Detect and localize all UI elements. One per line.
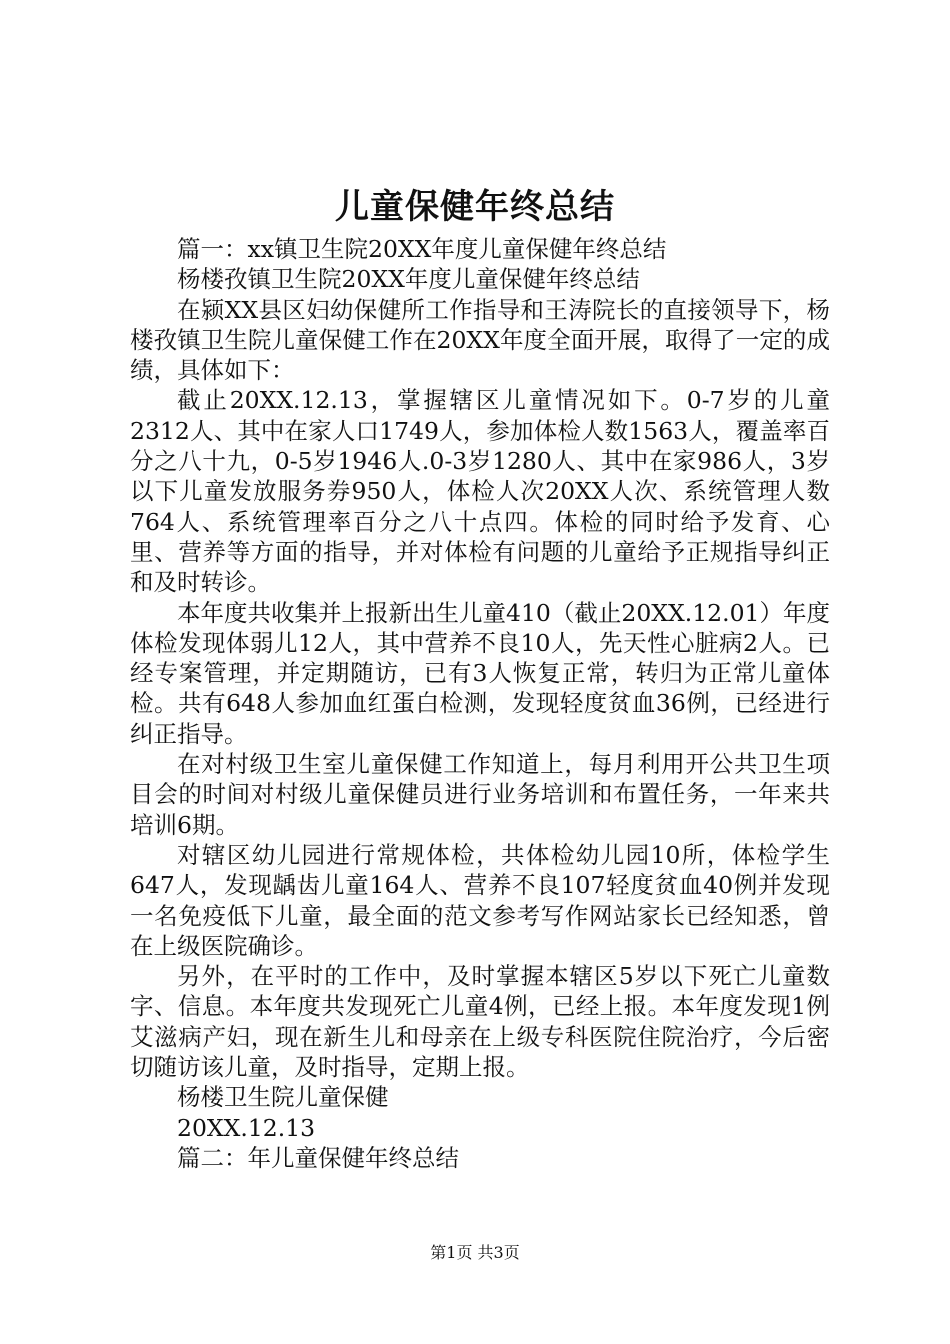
paragraph-section-two-heading: 篇二：年儿童保健年终总结 [177, 1143, 459, 1172]
document-title: 儿童保健年终总结 [335, 187, 615, 227]
paragraph-mortality-report: 另外，在平时的工作中，及时掌握本辖区5岁以下死亡儿童数字、信息。本年度共发现死亡儿童4例，已经上报。本年度发现1例艾滋病产妇，现在新生儿和母亲在上级专科医院住院治疗，今后密切随访该儿童，及时指导，定期上报。 [130, 962, 830, 1082]
signature-date: 20XX.12.13 [177, 1113, 316, 1142]
paragraph-child-statistics: 截止20XX.12.13，掌握辖区儿童情况如下。0-7岁的儿童2312人、其中在家人口1749人，参加体检人数1563人，覆盖率百分之八十九，0-5岁1946人.0-3岁1280人、其中在家986人，3岁以下儿童发放服务券950人，体检人次20XX人次、系统管理人数764人、系统管理率百分之八十点四。体检的同时给予发育、心里、营养等方面的指导，并对体检有问题的儿童给予正规指导纠正和及时转诊。 [130, 386, 830, 597]
paragraph-village-training: 在对村级卫生室儿童保健工作知道上，每月利用开公共卫生项目会的时间对村级儿童保健员进行业务培训和布置任务，一年来共培训6期。 [130, 750, 830, 839]
paragraph-report-title: 杨楼孜镇卫生院20XX年度儿童保健年终总结 [177, 265, 640, 294]
document-body [130, 234, 830, 1173]
paragraph-newborn-report: 本年度共收集并上报新出生儿童410（截止20XX.12.01）年度体检发现体弱儿12人，其中营养不良10人，先天性心脏病2人。已经专案管理，并定期随访，已有3人恢复正常，转归为正常儿童体检。共有648人参加血红蛋白检测，发现轻度贫血36例，已经进行纠正指导。 [130, 598, 830, 748]
paragraph-kindergarten-checkup: 对辖区幼儿园进行常规体检，共体检幼儿园10所，体检学生647人，发现龋齿儿童164人、营养不良107轻度贫血40例并发现一名免疫低下儿童，最全面的范文参考写作网站家长已经知悉，曾在上级医院确诊。 [130, 840, 830, 960]
paragraph-intro: 在颍XX县区妇幼保健所工作指导和王涛院长的直接领导下，杨楼孜镇卫生院儿童保健工作在20XX年度全面开展，取得了一定的成绩，具体如下： [130, 295, 830, 385]
paragraph-section-heading: 篇一：xx镇卫生院20XX年度儿童保健年终总结 [177, 235, 667, 263]
signature-organization: 杨楼卫生院儿童保健 [177, 1083, 389, 1112]
page-footer: 第1页 共3页 [430, 1243, 520, 1262]
